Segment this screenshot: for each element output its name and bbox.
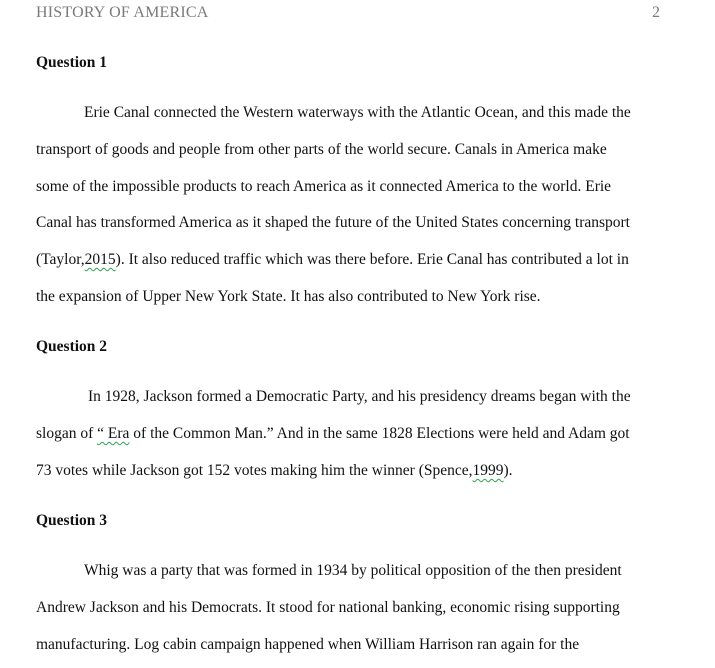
q2-line-2-rest: of the Common Man.” And in the same 1828 Elections were held and Adam got: [129, 425, 630, 442]
q1-citation-year: 2015: [84, 251, 116, 268]
q3-line-2: Andrew Jackson and his Democrats. It stood for national banking, economic rising supporting: [36, 599, 620, 616]
q1-line-1: Erie Canal connected the Western waterways with the Atlantic Ocean, and this made the: [84, 104, 631, 121]
q1-line-2: transport of goods and people from other parts of the world secure. Canals in America make: [36, 141, 607, 158]
q1-line-6: the expansion of Upper New York State. It has also contributed to New York rise.: [36, 288, 541, 305]
question-3-heading: Question 3: [36, 512, 108, 529]
running-head: HISTORY OF AMERICA: [36, 4, 209, 21]
q2-line-3-start: 73 votes while Jackson got 152 votes making him the winner (Spence,: [36, 462, 473, 479]
q1-citation-open: (Taylor,: [36, 251, 85, 268]
q1-line-4: Canal has transformed America as it shaped the future of the United States concerning transport: [36, 214, 630, 231]
q2-line-2: [36, 425, 630, 443]
q3-line-1: Whig was a party that was formed in 1934 by political opposition of the then president: [84, 562, 622, 579]
question-2-heading: Question 2: [36, 338, 108, 355]
question-1-heading: Question 1: [36, 54, 108, 71]
q1-line-3: some of the impossible products to reach America as it connected America to the world. Erie: [36, 178, 612, 195]
page-number: 2: [652, 4, 660, 21]
q2-citation-year: 1999: [472, 462, 504, 479]
q2-line-3-end: ).: [503, 462, 513, 479]
q1-line-5-rest: ). It also reduced traffic which was there before. Erie Canal has contributed a lot in: [115, 251, 629, 268]
q2-line-2-start: slogan of: [36, 425, 98, 442]
q2-quote-era: “ Era: [97, 425, 130, 442]
q1-line-5: [36, 251, 629, 269]
q3-line-3: manufacturing. Log cabin campaign happened when William Harrison ran again for the: [36, 636, 580, 653]
q2-line-1: In 1928, Jackson formed a Democratic Party, and his presidency dreams began with the: [88, 388, 631, 405]
q2-line-3: [36, 462, 513, 480]
